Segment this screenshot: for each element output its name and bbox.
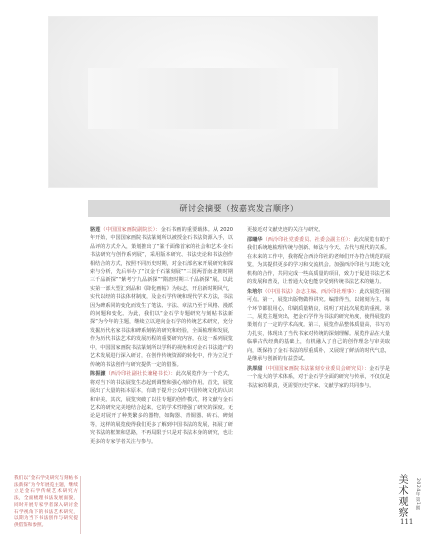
paragraph	[90, 370, 233, 446]
paragraph	[247, 236, 390, 286]
right-column	[247, 226, 390, 526]
speaker-name: 邵曦华	[247, 236, 263, 243]
speaker-name: 骆莲	[90, 227, 101, 233]
speaker-role: （中国国家画院副院长）：	[100, 227, 161, 233]
paragraph	[247, 288, 390, 364]
paragraph-text: 金石书画的重要载体。从 2020 年开始，中国国家画院书法篆刻所以被授金石书法资源入手，以品评的方式介入，策划推出了“篆千面像首家的社会和艺术·金石书法研究与创作系列展”，采用版本研究、书法史论和书法创作相结合的方式，按照不同历史时期，对金石部名家开展研究和探索与分析，先后举办了“汉金千石篆刻展”“三国两晋南北朝时期三千品新探”“紫考宁九品新探”“隋唐时期三千品新探”展。以此实第一部大型汇到品和《降化画帖》为标志，开启新时期风气，实代以经的书法体材制度，及金石学传统和现代学术方法，书法因为碑系同的变化而发生了笔法、字法、章法乃至于风格、漫派的问题和变化。为此，我们以“金石学专题研究与刻帖书法新探”为今年的主题，继续立以迎向金石学的传统艺术研究，充分发掘历代名家书法和碑系刻帖的研究和经验，全面梳理和发展，作为历代书法艺术的发展历程的重要研究内容。在这一系列展览中，中国国家画院书法篆刻所以学科的视角和对金石书法遗产的艺术发展进行深入研讨，在创作传统资源的转化中，作为立足于传统的书法创作与研究提供一定的借鉴。	[90, 227, 233, 368]
sidebar-note: 我们以“金石学史研究与刻帖书法新探”为今年展览主题，继续立足金石学传统艺术研究方法，全面梳理书法发展面貌，同时开展专家学者深入研讨金石学视角下的书法艺术研究，以期为当下书法创作与研究提供借鉴和参照。	[14, 476, 78, 528]
paragraph	[247, 365, 390, 390]
issue-label: 2024年第1期	[415, 478, 420, 511]
speaker-name: 陈振濂	[90, 371, 106, 378]
sidebar-divider	[80, 476, 81, 534]
section-title-bar	[88, 200, 390, 217]
paragraph	[247, 226, 390, 234]
speaker-role: （《中国书法》杂志主编、西泠印社理事）：	[262, 288, 360, 295]
paragraph-text: 此次展览有助于我们系统地梳理传统与创新、师法与今天、古代与现代的关系。在未来的工作中，我将配合西泠印社的老师们开办符合规范的展览，为其提供更多的学习和交流机会。加强西泠印社与其他文化机构的合作，共同完成一些高质量的项目，致力于促进书法艺术的发展和普及，让普通大众也能享受到传统书法艺术的魅力。	[247, 236, 390, 285]
speaker-role: （西泠印社副社长兼秘书长）：	[105, 371, 176, 378]
paragraph-text: 金石学是一个庞大的学术体系，对于金石学全面的研究与传承，不仅仅是书法家的职责，更需要历史学家、文献学家的共同参与。	[247, 366, 390, 389]
speaker-name: 朱培尔	[247, 288, 263, 295]
paragraph	[90, 226, 233, 369]
speaker-name: 洪厚甜	[247, 366, 263, 372]
left-column	[90, 226, 233, 526]
journal-brand: 美术观察	[396, 474, 407, 518]
speaker-role: （中国国家画院书法篆刻专业委员会研究员）：	[262, 366, 370, 372]
paragraph-text: 更接近对文献史迹的关注与研究。	[247, 227, 324, 233]
paragraph-text: 此次展览作为一个范式，将对当下的书法展览生态起到调整和强心剂的作用。首先，展览展出了大量的拓本原本，有助于提升公众对中国传统文化的认识和审美。其次，展览突破了以往专题的创作模式，将文献与金石艺术的研究完美地结合起来，它的学术性增强了研究的深度。无论是对展开了种类繁多的器物，如陶器、青铜器、砖石、碑刻等，这样的展览使得我们更多了解到中国书法的发展，拓展了研究书法的框架和思路，不再局限于只是对书法本身的研究，也让更多的专家学者关注与参与。	[90, 371, 233, 445]
event-photo	[48, 16, 378, 188]
paragraph-text: 此次展览可圈可点。第一，展览出版物做得讲究。编排得当，以铭刻为主，每个环节都很用心，印刷质量精良，说明了对此次展览的重视。第二，展览主题突出，把金石学作为书法的研究角度，使得展览的策划有了一定的学术高度。第三，展览作品整体质量高，书写功力扎实，体现出了当代书家对传统的深刻理解。展览作品在大量临摹古代经典的基础上，有机融入了自己的创作理念与审美取向，既保持了金石书法的厚重质朴，又展现了鲜活的时代气息，是继承与创新的有益尝试。	[247, 288, 390, 363]
speaker-role: （西泠印社党委委员、社委会副主任）：	[262, 236, 354, 243]
section-title: 研讨会摘要（按嘉宾发言顺序）	[179, 204, 299, 213]
page-number: 111	[400, 518, 414, 526]
